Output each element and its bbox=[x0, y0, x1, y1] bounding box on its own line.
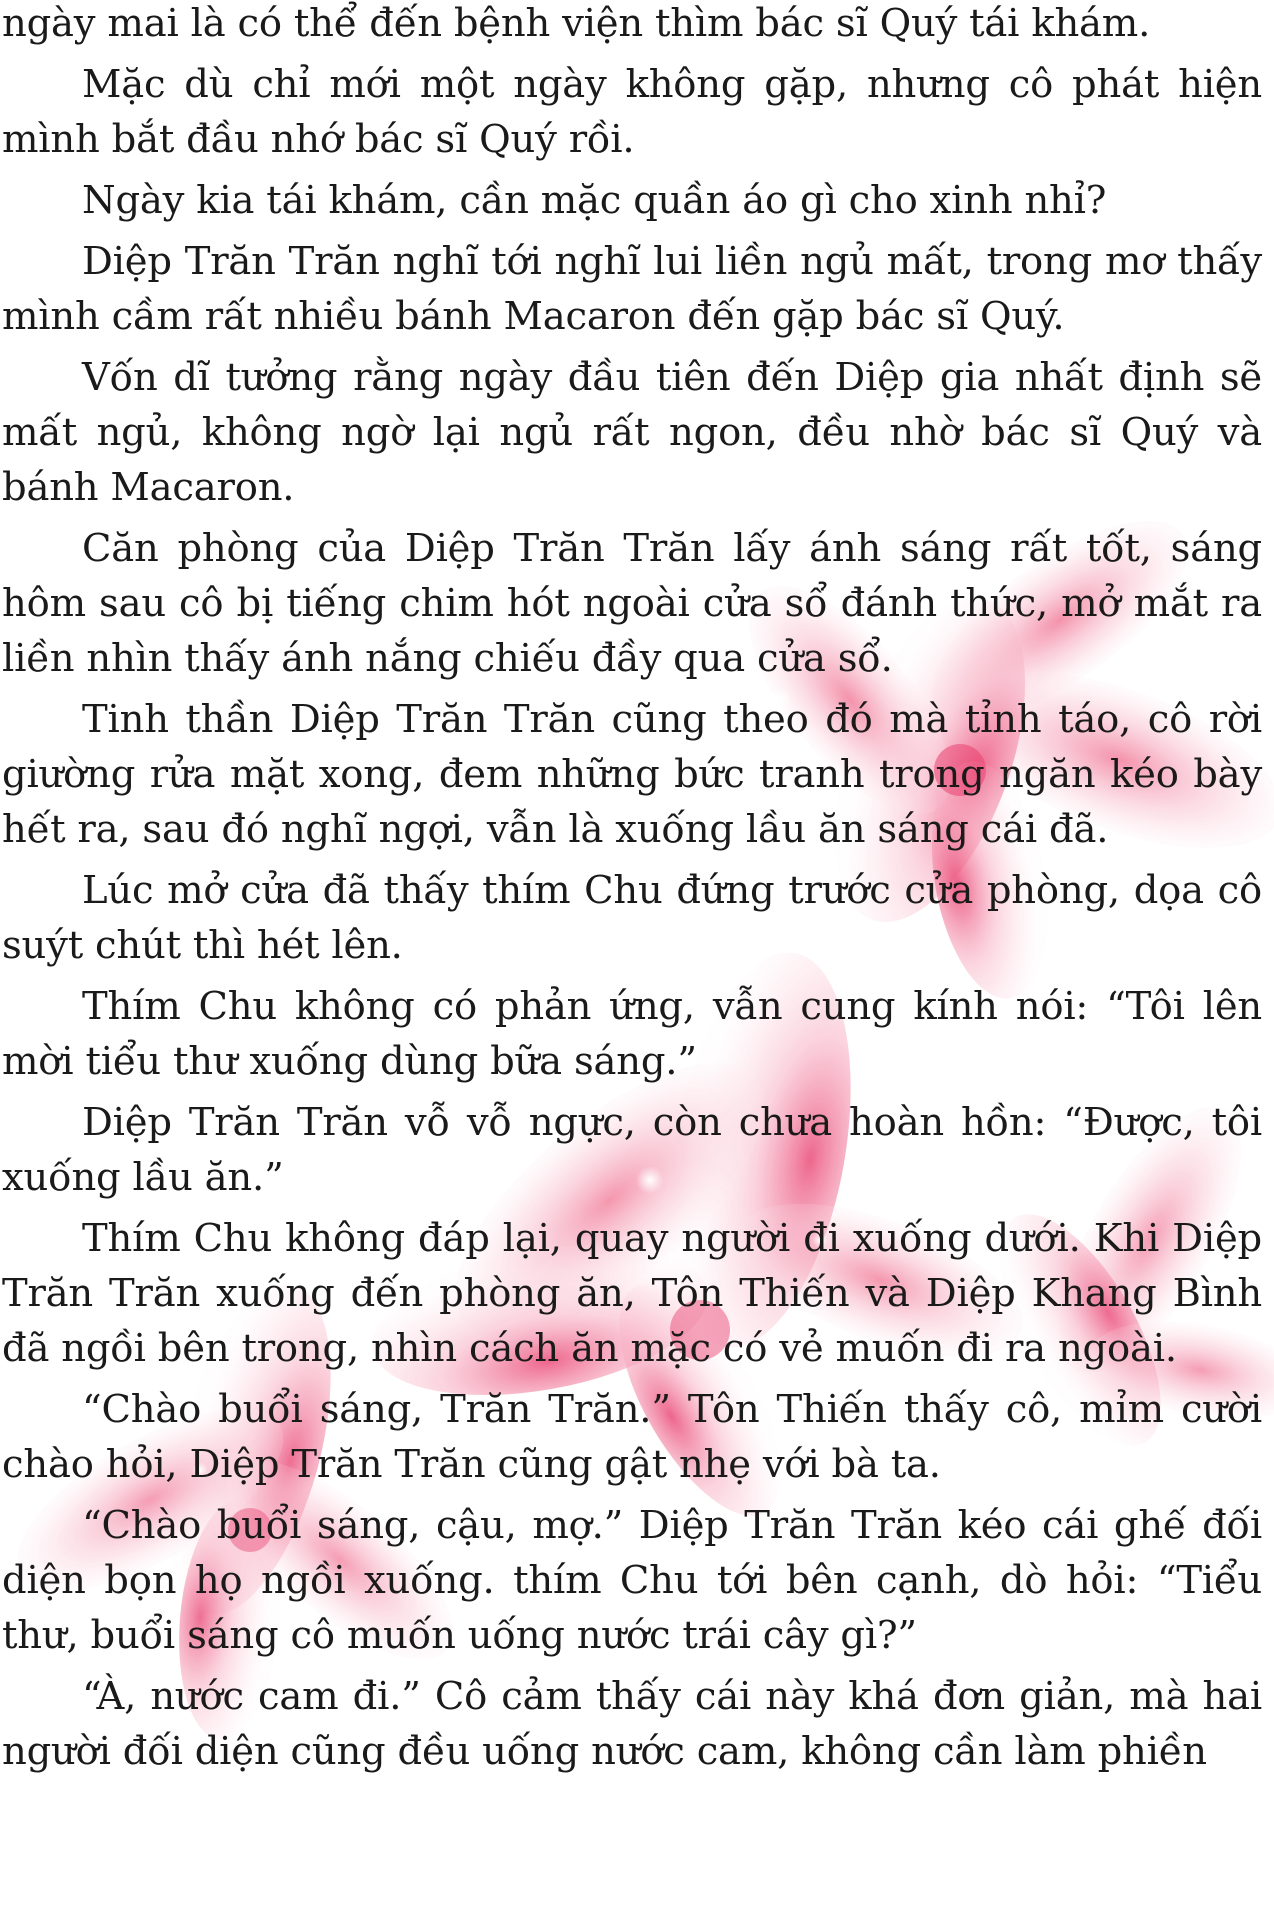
paragraph: “Chào buổi sáng, cậu, mợ.” Diệp Trăn Trăn kéo cái ghế đối diện bọn họ ngồi xuống. thím Chu tới bên cạnh, dò hỏi: “Tiểu thư, buổi sáng cô muốn uống nước trái cây gì?” bbox=[2, 1503, 1262, 1658]
paragraph: Mặc dù chỉ mới một ngày không gặp, nhưng cô phát hiện mình bắt đầu nhớ bác sĩ Quý rồi. bbox=[2, 62, 1262, 162]
paragraph: Thím Chu không có phản ứng, vẫn cung kính nói: “Tôi lên mời tiểu thư xuống dùng bữa sáng.” bbox=[2, 984, 1262, 1084]
paragraph: ngày mai là có thể đến bệnh viện thìm bác sĩ Quý tái khám. bbox=[2, 1, 1151, 46]
paragraph: Lúc mở cửa đã thấy thím Chu đứng trước cửa phòng, dọa cô suýt chút thì hét lên. bbox=[2, 868, 1262, 968]
paragraph: Diệp Trăn Trăn vỗ vỗ ngực, còn chưa hoàn hồn: “Được, tôi xuống lầu ăn.” bbox=[2, 1100, 1262, 1200]
paragraph: Vốn dĩ tưởng rằng ngày đầu tiên đến Diệp gia nhất định sẽ mất ngủ, không ngờ lại ngủ rất ngon, đều nhờ bác sĩ Quý và bánh Macaron. bbox=[2, 355, 1262, 510]
paragraph: Căn phòng của Diệp Trăn Trăn lấy ánh sáng rất tốt, sáng hôm sau cô bị tiếng chim hót ngoài cửa sổ đánh thức, mở mắt ra liền nhìn thấy ánh nắng chiếu đầy qua cửa sổ. bbox=[2, 526, 1262, 681]
paragraph: Thím Chu không đáp lại, quay người đi xuống dưới. Khi Diệp Trăn Trăn xuống đến phòng ăn, Tôn Thiến và Diệp Khang Bình đã ngồi bên trong, nhìn cách ăn mặc có vẻ muốn đi ra ngoài. bbox=[2, 1216, 1262, 1371]
paragraph: Ngày kia tái khám, cần mặc quần áo gì cho xinh nhỉ? bbox=[82, 178, 1107, 223]
paragraph: Diệp Trăn Trăn nghĩ tới nghĩ lui liền ngủ mất, trong mơ thấy mình cầm rất nhiều bánh Macaron đến gặp bác sĩ Quý. bbox=[2, 239, 1262, 339]
paragraph: “À, nước cam đi.” Cô cảm thấy cái này khá đơn giản, mà hai người đối diện cũng đều uống nước cam, không cần làm phiền bbox=[2, 1674, 1262, 1774]
paragraph: “Chào buổi sáng, Trăn Trăn.” Tôn Thiến thấy cô, mỉm cười chào hỏi, Diệp Trăn Trăn cũng gật nhẹ với bà ta. bbox=[2, 1387, 1262, 1487]
paragraph: Tinh thần Diệp Trăn Trăn cũng theo đó mà tỉnh táo, cô rời giường rửa mặt xong, đem những bức tranh trong ngăn kéo bày hết ra, sau đó nghĩ ngợi, vẫn là xuống lầu ăn sáng cái đã. bbox=[2, 697, 1262, 852]
